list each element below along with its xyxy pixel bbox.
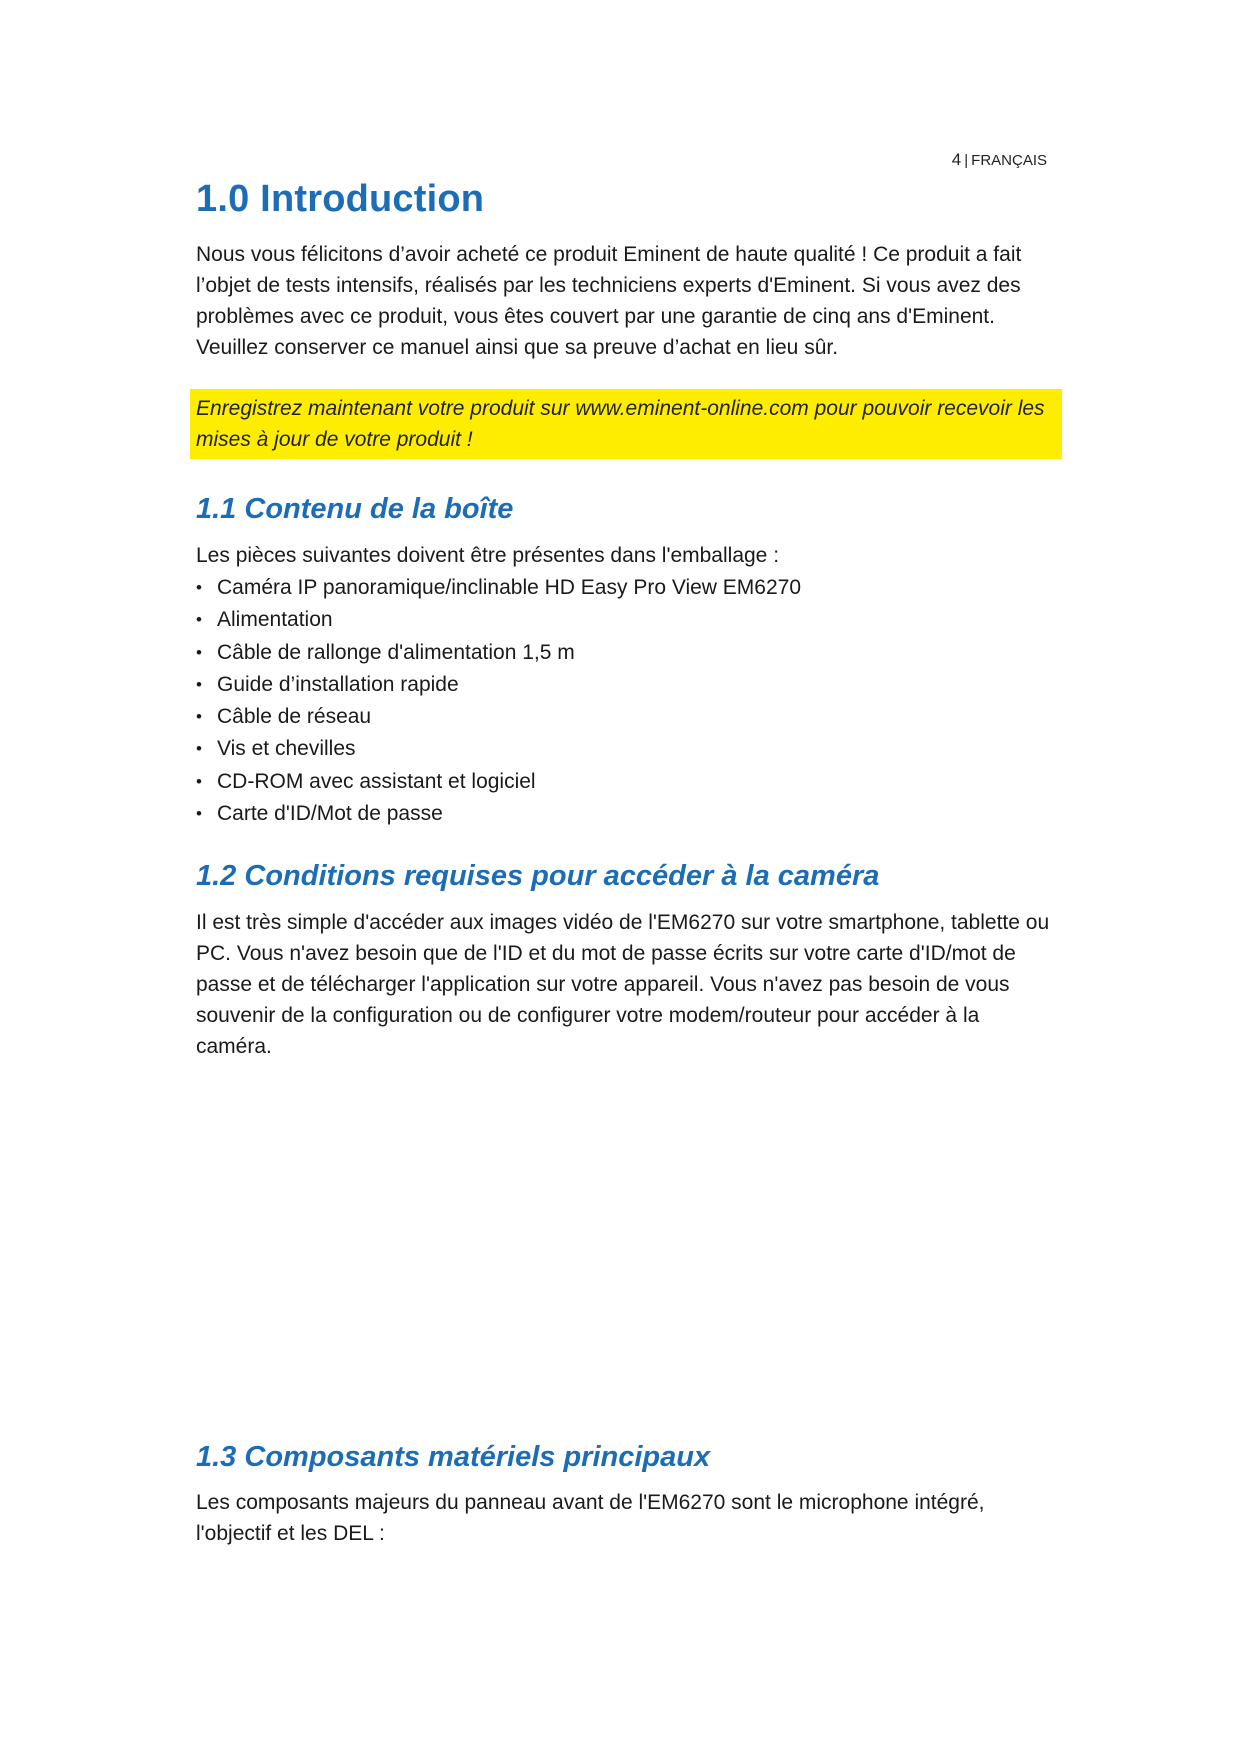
section-title-box-contents: 1.1 Contenu de la boîte [196, 493, 514, 525]
registration-highlight: Enregistrez maintenant votre produit sur www.eminent-online.com pour pouvoir recevoir les mises à jour de votre produit ! [190, 389, 1062, 459]
list-item: • Câble de réseau [196, 701, 1056, 733]
box-contents-intro: Les pièces suivantes doivent être présentes dans l'emballage : [196, 544, 780, 567]
section-title-introduction: 1.0 Introduction [196, 178, 485, 220]
list-item: • CD-ROM avec assistant et logiciel [196, 766, 1056, 798]
requirements-paragraph: Il est très simple d'accéder aux images vidéo de l'EM6270 sur votre smartphone, tablette ou PC. Vous n'avez besoin que de l'ID et du mot de passe écrits sur votre carte d'ID/mot de passe et de télécharger l'application sur votre appareil. Vous n'avez pas besoin de vous souvenir de la configuration ou de configurer votre modem/routeur pour accéder à la caméra. [196, 911, 1050, 1059]
page-number: 4 [951, 150, 962, 169]
hardware-components-paragraph: Les composants majeurs du panneau avant de l'EM6270 sont le microphone intégré, l'objectif et les DEL : [196, 1491, 985, 1545]
list-item: • Guide d’installation rapide [196, 669, 1056, 701]
header-language: FRANÇAIS [971, 152, 1047, 169]
section-title-hardware-components: 1.3 Composants matériels principaux [196, 1441, 711, 1473]
page-header [952, 150, 1047, 170]
introduction-paragraph: Nous vous félicitons d’avoir acheté ce produit Eminent de haute qualité ! Ce produit a fait l’objet de tests intensifs, réalisés par les techniciens experts d'Eminent. Si vous avez des problèmes avec ce produit, vous êtes couvert par une garantie de cinq ans d'Eminent. Veuillez conserver ce manuel ainsi que sa preuve d’achat en lieu sûr. [196, 243, 1022, 359]
list-item: • Vis et chevilles [196, 733, 1056, 765]
list-item: • Alimentation [196, 604, 1056, 636]
list-item: • Câble de rallonge d'alimentation 1,5 m [196, 637, 1056, 669]
list-item: • Caméra IP panoramique/inclinable HD Easy Pro View EM6270 [196, 572, 1056, 604]
main-content [196, 178, 1056, 1062]
box-contents-list [196, 572, 1056, 830]
header-separator: | [964, 152, 969, 169]
section-title-requirements: 1.2 Conditions requises pour accéder à la caméra [196, 860, 880, 893]
list-item: • Carte d'ID/Mot de passe [196, 798, 1056, 830]
